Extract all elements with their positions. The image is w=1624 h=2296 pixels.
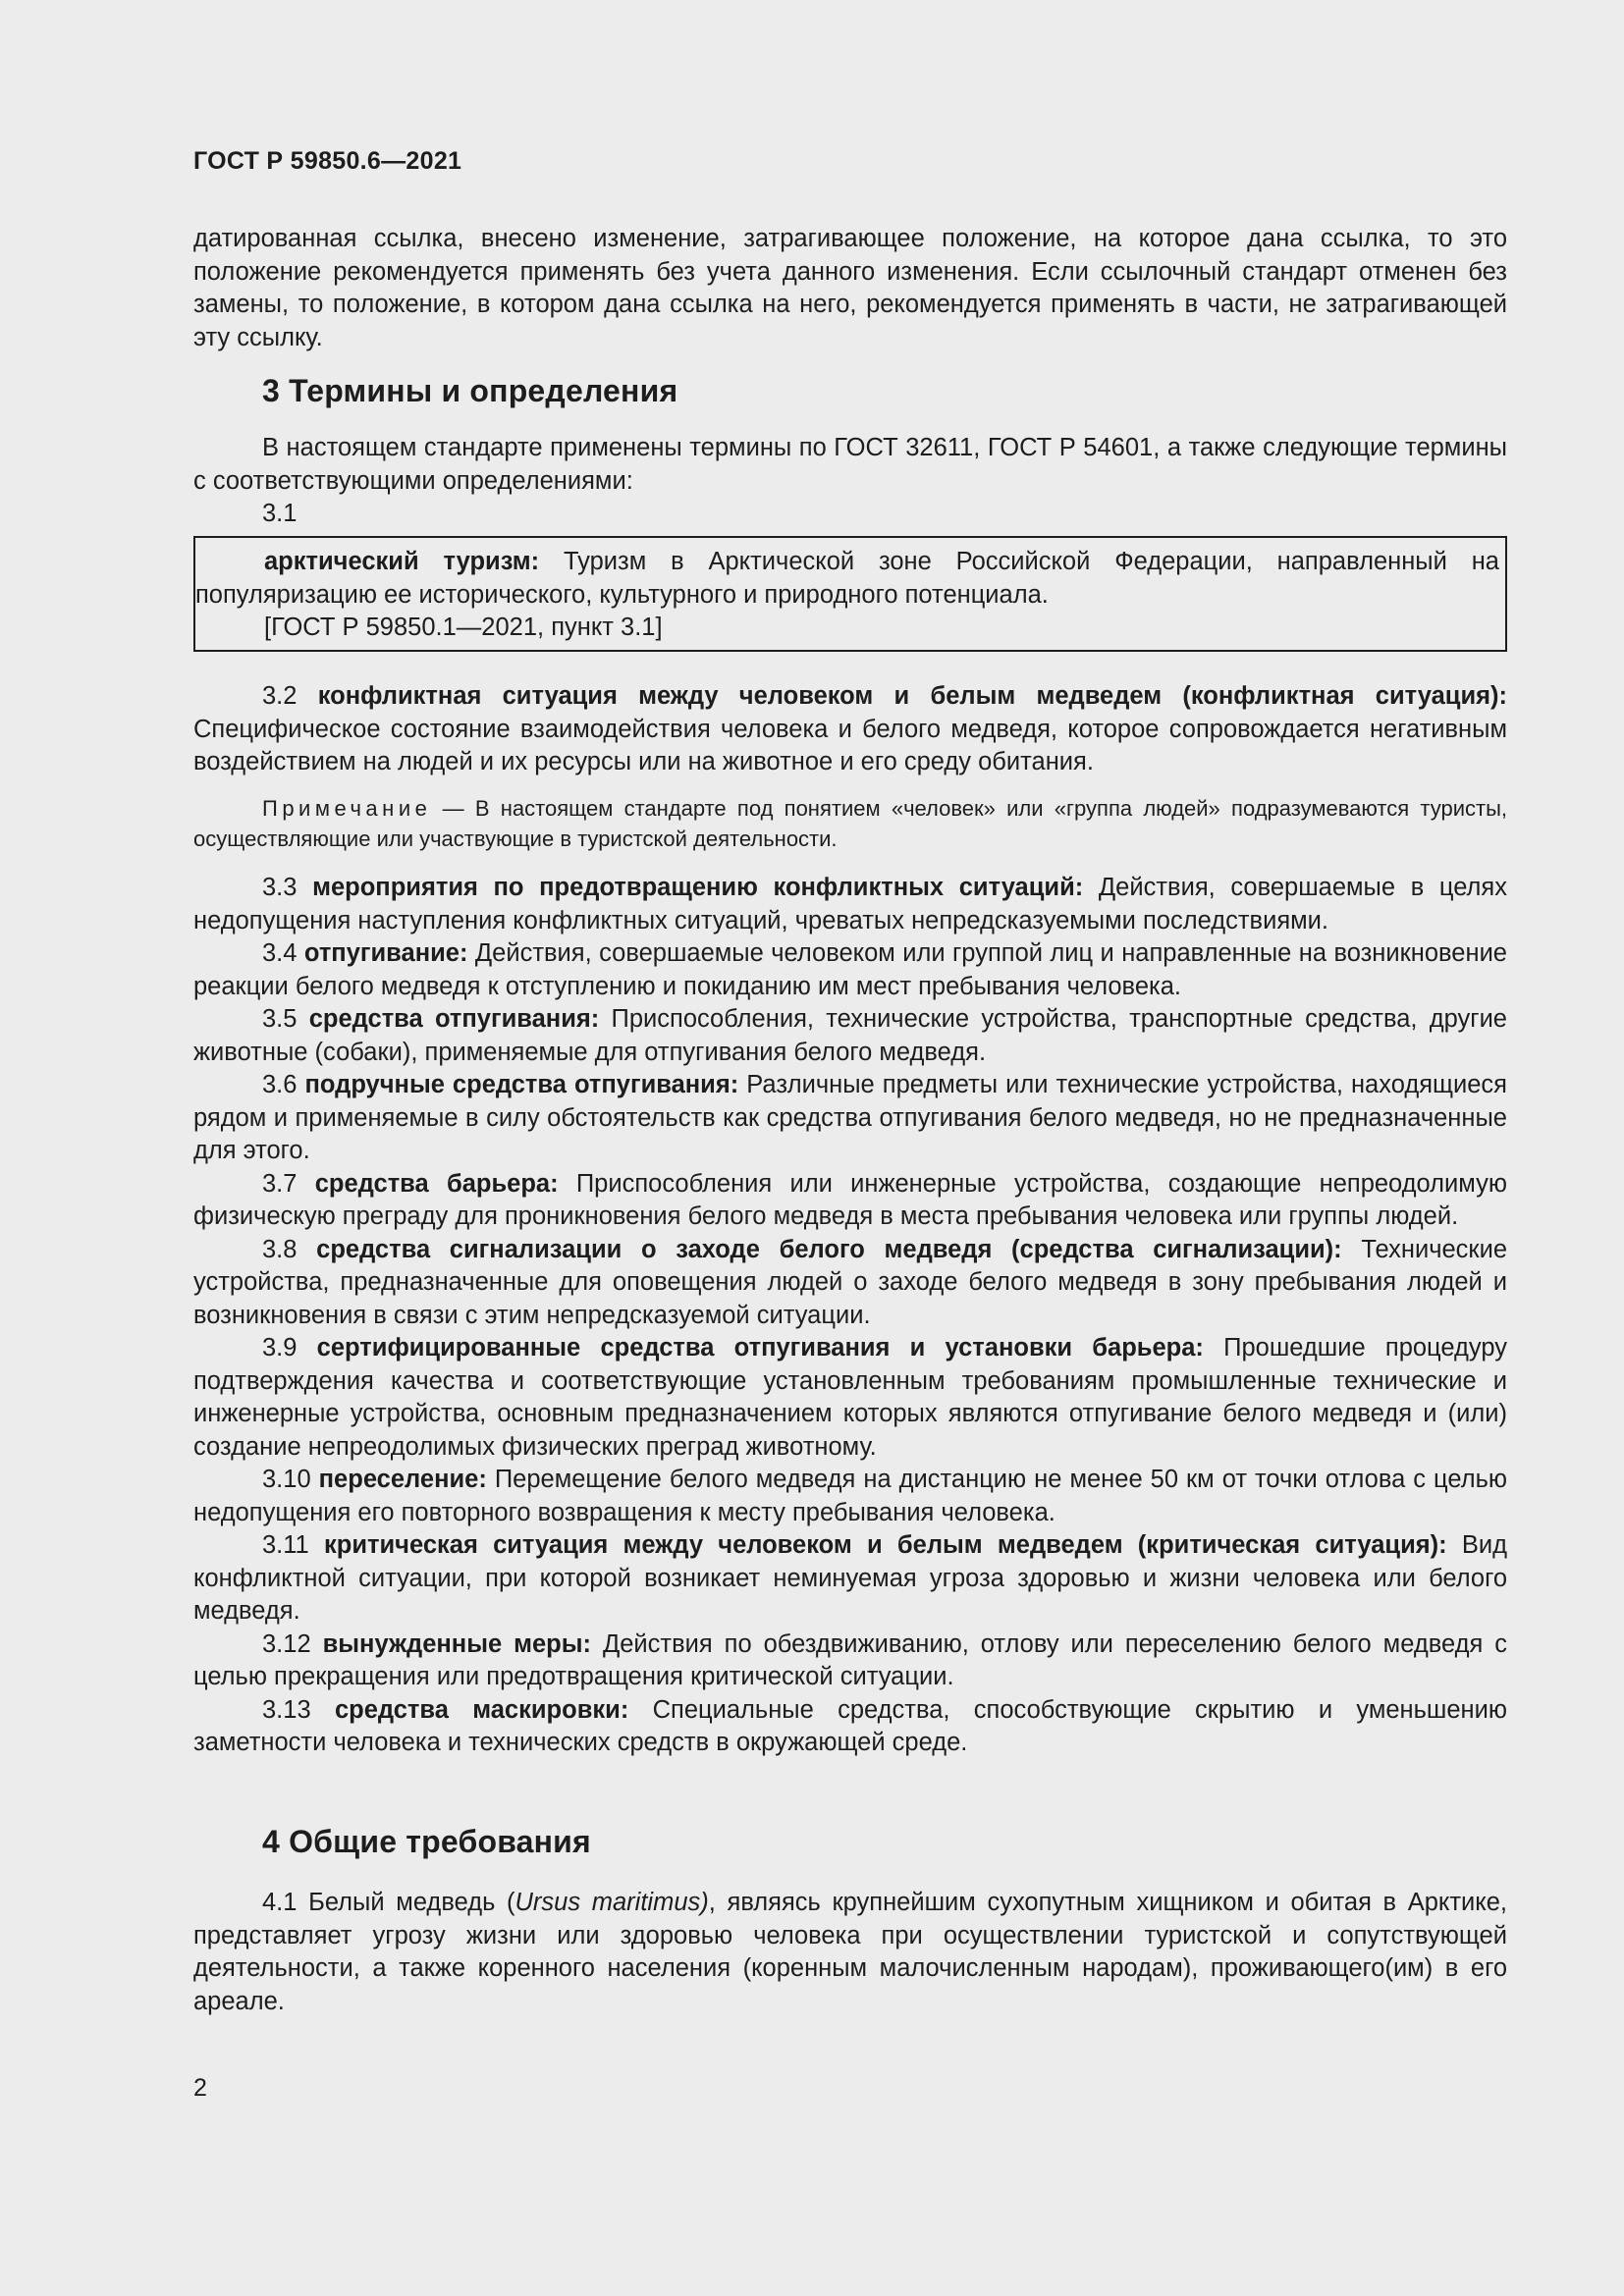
term-3-4 <box>193 937 1507 1003</box>
section-3-intro <box>193 432 1507 531</box>
term-definition: Действия, совершаемые человеком или группой лиц и направленные на возникновение реакции белого медведя к отступлению и покиданию им мест пребывания человека. <box>193 939 1507 1000</box>
term-title: средства сигнализации о заходе белого медведя (средства сигнализации): <box>316 1235 1342 1263</box>
term-3-5 <box>193 1003 1507 1069</box>
term-definition: Вид конфликтной ситуации, при которой возникает неминуемая угроза здоровью и жизни человека или белого медведя. <box>193 1531 1507 1625</box>
term-3-6 <box>193 1069 1507 1168</box>
term-title: критическая ситуация между человеком и белым медведем (критическая ситуация): <box>323 1531 1447 1559</box>
term-3-1-text <box>195 546 1505 612</box>
term-3-13 <box>193 1694 1507 1760</box>
term-number: 3.12 <box>262 1629 323 1658</box>
term-title: сертифицированные средства отпугивания и установки барьера: <box>316 1334 1204 1362</box>
term-3-3 <box>193 872 1507 937</box>
term-3-7 <box>193 1168 1507 1234</box>
term-3-1-reference: [ГОСТ Р 59850.1—2021, пункт 3.1] <box>264 614 663 641</box>
term-title: подручные средства отпугивания: <box>304 1071 739 1098</box>
term-3-2 <box>193 680 1507 779</box>
intro-text: датированная ссылка, внесено изменение, затрагивающее положение, на которое дана ссылка, то это положение рекомендуется применять без учета данного изменения. Если ссылочный стандарт отменен без замены, то положение, в котором дана ссылка на него, рекомендуется применять в части, не затрагивающей эту ссылку. <box>193 225 1507 351</box>
term-number: 3.10 <box>262 1466 319 1493</box>
paragraph-4-1-start: 4.1 Белый медведь ( <box>262 1889 515 1916</box>
note-block <box>193 793 1507 854</box>
term-definition: Различные предметы или технические устройства, находящиеся рядом и применяемые в силу обстоятельств как средства отпугивания белого медведя, но не предназначенные для этого. <box>193 1071 1507 1164</box>
term-definition: Действия по обездвиживанию, отлову или переселению белого медведя с целью прекращения или предотвращения критической ситуации. <box>193 1629 1507 1690</box>
term-title: конфликтная ситуация между человеком и белым медведем (конфликтная ситуация): <box>317 682 1507 710</box>
term-title: вынужденные меры: <box>322 1629 592 1658</box>
note-label: Примечание <box>262 796 432 821</box>
term-number: 3.8 <box>262 1235 317 1263</box>
term-definition: Прошедшие процедуру подтверждения качества и соответствующие установленным требованиям промышленные технические и инженерные устройства, основным предназначением которых являются отпугивание белого медведя и (или) создание непреодолимых физических преград животному. <box>193 1334 1507 1461</box>
term-number: 3.11 <box>262 1531 324 1559</box>
term-3-10 <box>193 1464 1507 1529</box>
term-number: 3.5 <box>262 1005 309 1033</box>
term-title: средства барьера: <box>314 1169 559 1198</box>
term-title: средства отпугивания: <box>308 1005 600 1033</box>
term-number: 3.3 <box>262 874 313 901</box>
term-3-12 <box>193 1629 1507 1694</box>
intro-paragraph <box>193 223 1507 354</box>
term-definition: Технические устройства, предназначенные для оповещения людей о заходе белого медведя в зону пребывания людей и возникновения в связи с этим непредсказуемой ситуации. <box>193 1235 1507 1329</box>
standard-code: ГОСТ Р 59850.6—2021 <box>193 147 462 175</box>
section-3-heading: 3 Термины и определения <box>262 373 678 408</box>
term-title: мероприятия по предотвращению конфликтных ситуаций: <box>312 874 1084 901</box>
term-3-11 <box>193 1529 1507 1629</box>
term-definition: Специфическое состояние взаимодействия человека и белого медведя, которое сопровождается негативным воздействием на людей и их ресурсы или на животное и его среду обитания. <box>193 715 1507 775</box>
paragraph-4-1 <box>193 1887 1507 2018</box>
term-3-9 <box>193 1332 1507 1464</box>
term-title: отпугивание: <box>303 939 468 967</box>
term-number: 3.13 <box>262 1695 335 1724</box>
latin-name: Ursus maritimus) <box>514 1889 709 1916</box>
term-3-1-box <box>193 536 1507 652</box>
term-title: средства маскировки: <box>334 1695 629 1724</box>
term-number-3-1: 3.1 <box>262 500 298 527</box>
term-title: переселение: <box>318 1466 487 1493</box>
term-3-1-term: арктический туризм: <box>264 548 540 575</box>
term-number: 3.2 <box>262 682 318 710</box>
page-number: 2 <box>193 2074 207 2102</box>
section-4-paragraph <box>193 1887 1507 2018</box>
term-3-1-definition: Туризм в Арктической зоне Российской Федерации, направленный на популяризацию ее исторического, культурного и природного потенциала. <box>195 548 1499 609</box>
term-number: 3.4 <box>262 939 304 967</box>
term-3-8 <box>193 1234 1507 1333</box>
term-definition: Действия, совершаемые в целях недопущения наступления конфликтных ситуаций, чреватых непредсказуемыми последствиями. <box>193 874 1507 934</box>
term-definition: Приспособления, технические устройства, транспортные средства, другие животные (собаки), применяемые для отпугивания белого медведя. <box>193 1005 1507 1066</box>
terms-list <box>193 872 1507 1760</box>
term-number: 3.9 <box>262 1334 317 1362</box>
term-definition: Специальные средства, способствующие скрытию и уменьшению заметности человека и технических средств в окружающей среде. <box>193 1695 1507 1756</box>
term-number: 3.6 <box>262 1071 305 1098</box>
note-text: — В настоящем стандарте под понятием «человек» или «группа людей» подразумеваются туристы, осуществляющие или участвующие в туристской деятельности. <box>193 796 1507 851</box>
term-definition: Приспособления или инженерные устройства, создающие непреодолимую физическую преграду для проникновения белого медведя в места пребывания человека или группы людей. <box>193 1169 1507 1230</box>
term-number: 3.7 <box>262 1169 315 1198</box>
section-4-heading: 4 Общие требования <box>262 1824 591 1859</box>
term-definition: Перемещение белого медведя на дистанцию не менее 50 км от точки отлова с целью недопущения его повторного возвращения к месту пребывания человека. <box>193 1466 1508 1526</box>
section-3-intro-text: В настоящем стандарте применены термины по ГОСТ 32611, ГОСТ Р 54601, а также следующие термины с соответствующими определениями: <box>193 434 1507 495</box>
paragraph-4-1-end: , являясь крупнейшим сухопутным хищником и обитая в Арктике, представляет угрозу жизни или здоровью человека при осуществлении туристской и сопутствующей деятельности, а также коренного населения (коренным малочисленным народам), проживающего(им) в его ареале. <box>193 1889 1508 2015</box>
